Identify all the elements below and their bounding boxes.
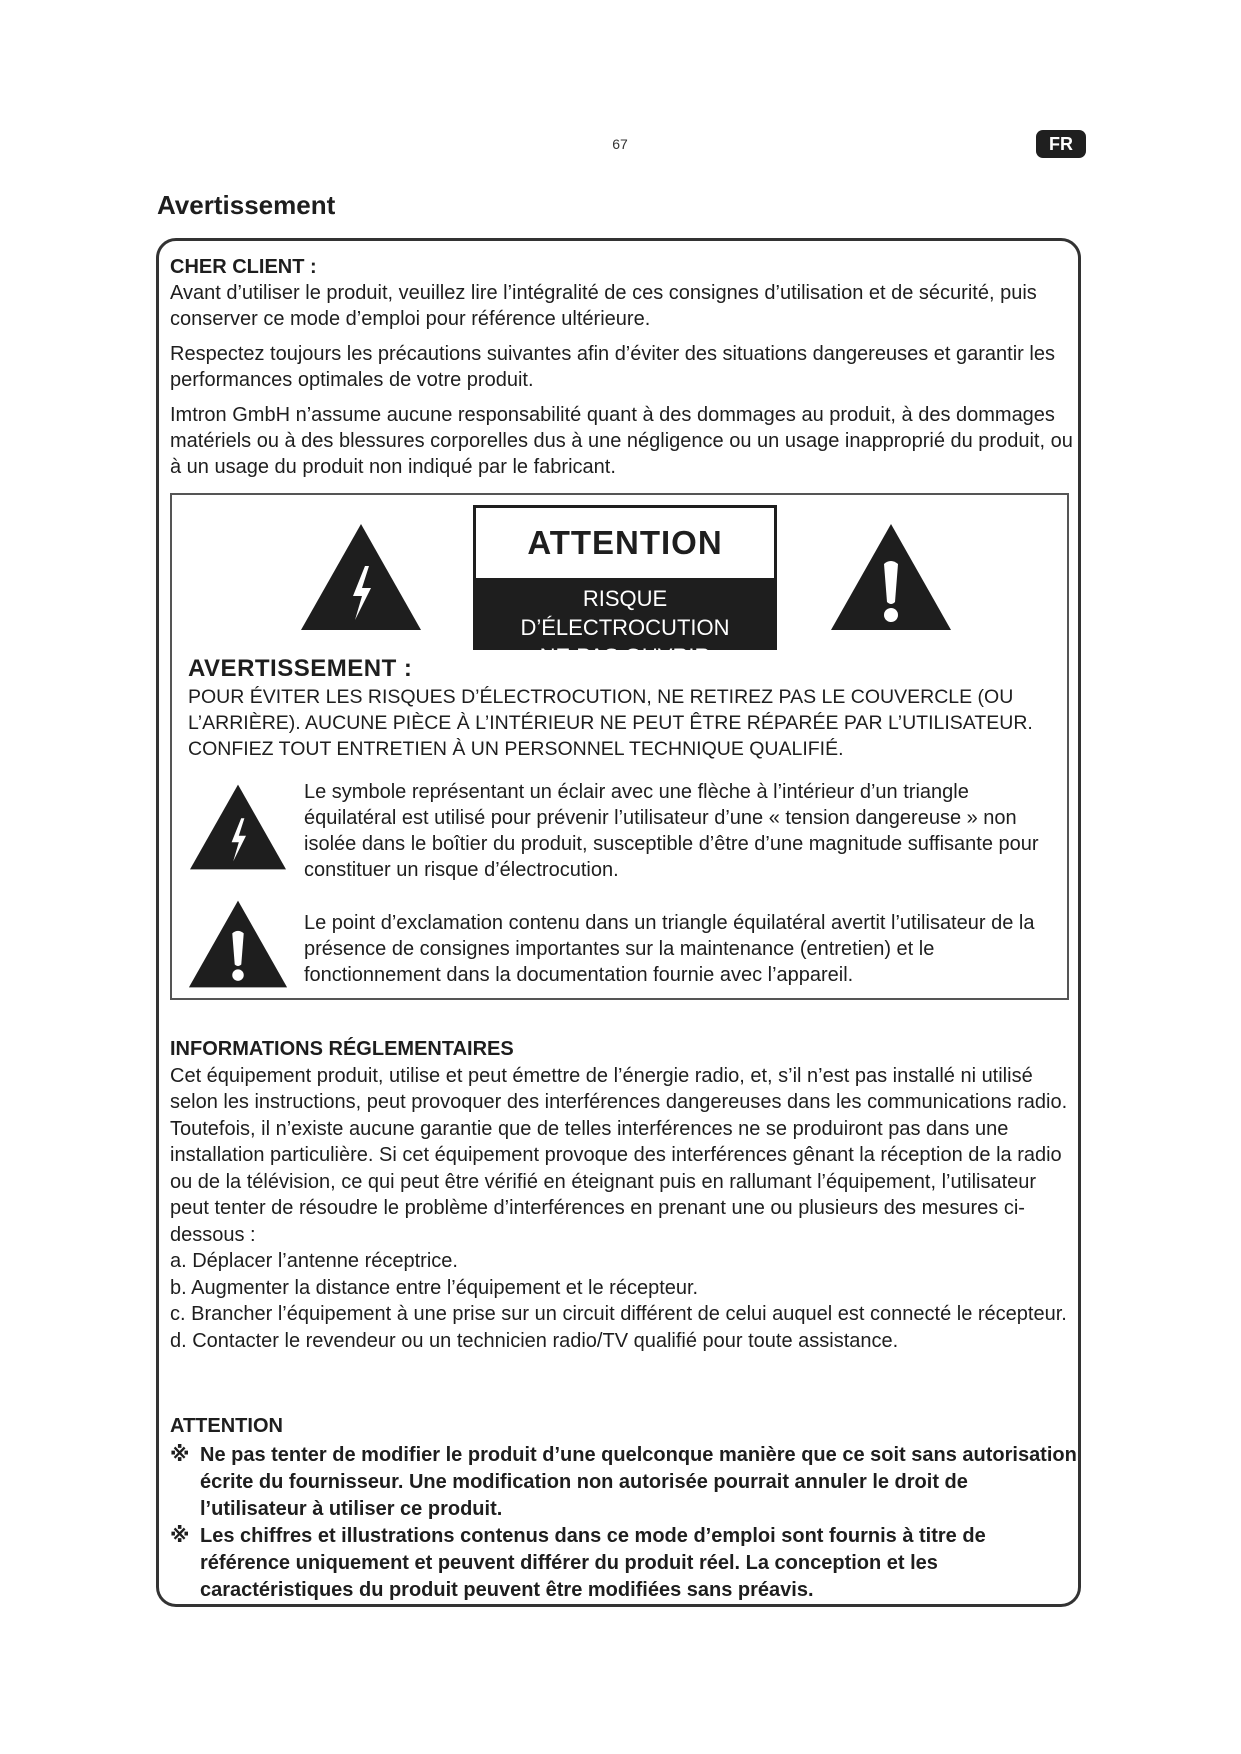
regulatory-text: Cet équipement produit, utilise et peut émettre de l’énergie radio, et, s’il n’est pas installé ni utilisé selon les instructions, peut provoquer des interférences dangereuses dans les communications radio. Toutefois, il n’existe aucune garantie que de telles interférences ne se produiront pas dans une installation particulière. Si cet équipement provoque des interférences gênant la réception de la radio ou de la télévision, ce qui peut être vérifié en éteignant puis en rallumant l’équipement, l’utilisateur peut tenter de résoudre le problème d’interférences en prenant une ou plusieurs des mesures ci-dessous : [170,1064,1068,1246]
attention-notes-section [170,1413,1080,1604]
attention-notes-heading: ATTENTION [170,1415,283,1437]
regulatory-section [170,1036,1080,1354]
customer-section [170,254,1080,489]
page-number: 67 [612,136,628,152]
attention-note-2-text: Les chiffres et illustrations contenus dans ce mode d’emploi sont fournis à titre de référence uniquement et peuvent différer du produit réel. La conception et les caractéristiques du produit peuvent être modifiées sans préavis. [200,1525,986,1601]
attention-label-subtitle [476,578,774,669]
attention-note-1 [170,1442,1080,1523]
customer-paragraph-1: Avant d’utiliser le produit, veuillez lire l’intégralité de ces consignes d’utilisation et de sécurité, puis conserver ce mode d’emploi pour référence ultérieure. [170,282,1037,330]
warning-heading: AVERTISSEMENT : [188,655,413,682]
attention-label-line-1: RISQUE D’ÉLECTROCUTION [520,586,730,640]
regulatory-item-b: b. Augmenter la distance entre l’équipement et le récepteur. [170,1276,699,1299]
reference-mark-icon: ※ [170,1525,190,1547]
reference-mark-icon: ※ [170,1444,190,1466]
lightning-symbol-icon [188,783,288,871]
lightning-warning-icon [299,522,423,632]
section-title: Avertissement [157,190,336,220]
attention-label-line-2: NE PAS OUVRIR [539,644,711,669]
exclamation-symbol-text: Le point d’exclamation contenu dans un triangle équilatéral avertit l’utilisateur de la présence de consignes importantes sur la maintenance (entretien) et le fonctionnement dans la documentation fournie avec l’appareil. [304,912,1035,986]
attention-note-2 [170,1523,1080,1604]
language-badge: FR [1036,130,1086,158]
lightning-symbol-text: Le symbole représentant un éclair avec une flèche à l’intérieur d’un triangle équilatéral est utilisé pour prévenir l’utilisateur d’une « tension dangereuse » non isolée dans le boîtier du produit, susceptible d’être d’une magnitude suffisante pour constituer un risque d’électrocution. [304,781,1039,881]
customer-paragraph-3: Imtron GmbH n’assume aucune responsabilité quant à des dommages au produit, à des dommages matériels ou à des blessures corporelles dus à une négligence ou un usage inapproprié du produit, ou à un usage du produit non indiqué par le fabricant. [170,404,1073,478]
attention-label-title: ATTENTION [527,524,723,561]
exclamation-symbol-icon [186,899,290,989]
regulatory-item-c: c. Brancher l’équipement à une prise sur un circuit différent de celui auquel est connecté le récepteur. [170,1303,1067,1325]
attention-box [170,493,1069,1000]
regulatory-item-d: d. Contacter le revendeur ou un technicien radio/TV qualifié pour toute assistance. [170,1329,899,1352]
attention-label [473,505,777,669]
attention-note-1-text: Ne pas tenter de modifier le produit d’une quelconque manière que ce soit sans autorisation écrite du fournisseur. Une modification non autorisée pourrait annuler le droit de l’utilisateur à utiliser ce produit. [200,1444,1077,1520]
regulatory-heading: INFORMATIONS RÉGLEMENTAIRES [170,1038,514,1060]
customer-heading: CHER CLIENT : [170,256,317,278]
warning-text: POUR ÉVITER LES RISQUES D’ÉLECTROCUTION, NE RETIREZ PAS LE COUVERCLE (OU L’ARRIÈRE). AUCUNE PIÈCE À L’INTÉRIEUR NE PEUT ÊTRE RÉPARÉE PAR L’UTILISATEUR. CONFIEZ TOUT ENTRETIEN À UN PERSONNEL TECHNIQUE QUALIFIÉ. [188,686,1033,760]
customer-paragraph-2: Respectez toujours les précautions suivantes afin d’éviter des situations dangereuses et garantir les performances optimales de votre produit. [170,343,1055,391]
exclamation-warning-icon [829,522,953,632]
regulatory-item-a: a. Déplacer l’antenne réceptrice. [170,1250,458,1272]
